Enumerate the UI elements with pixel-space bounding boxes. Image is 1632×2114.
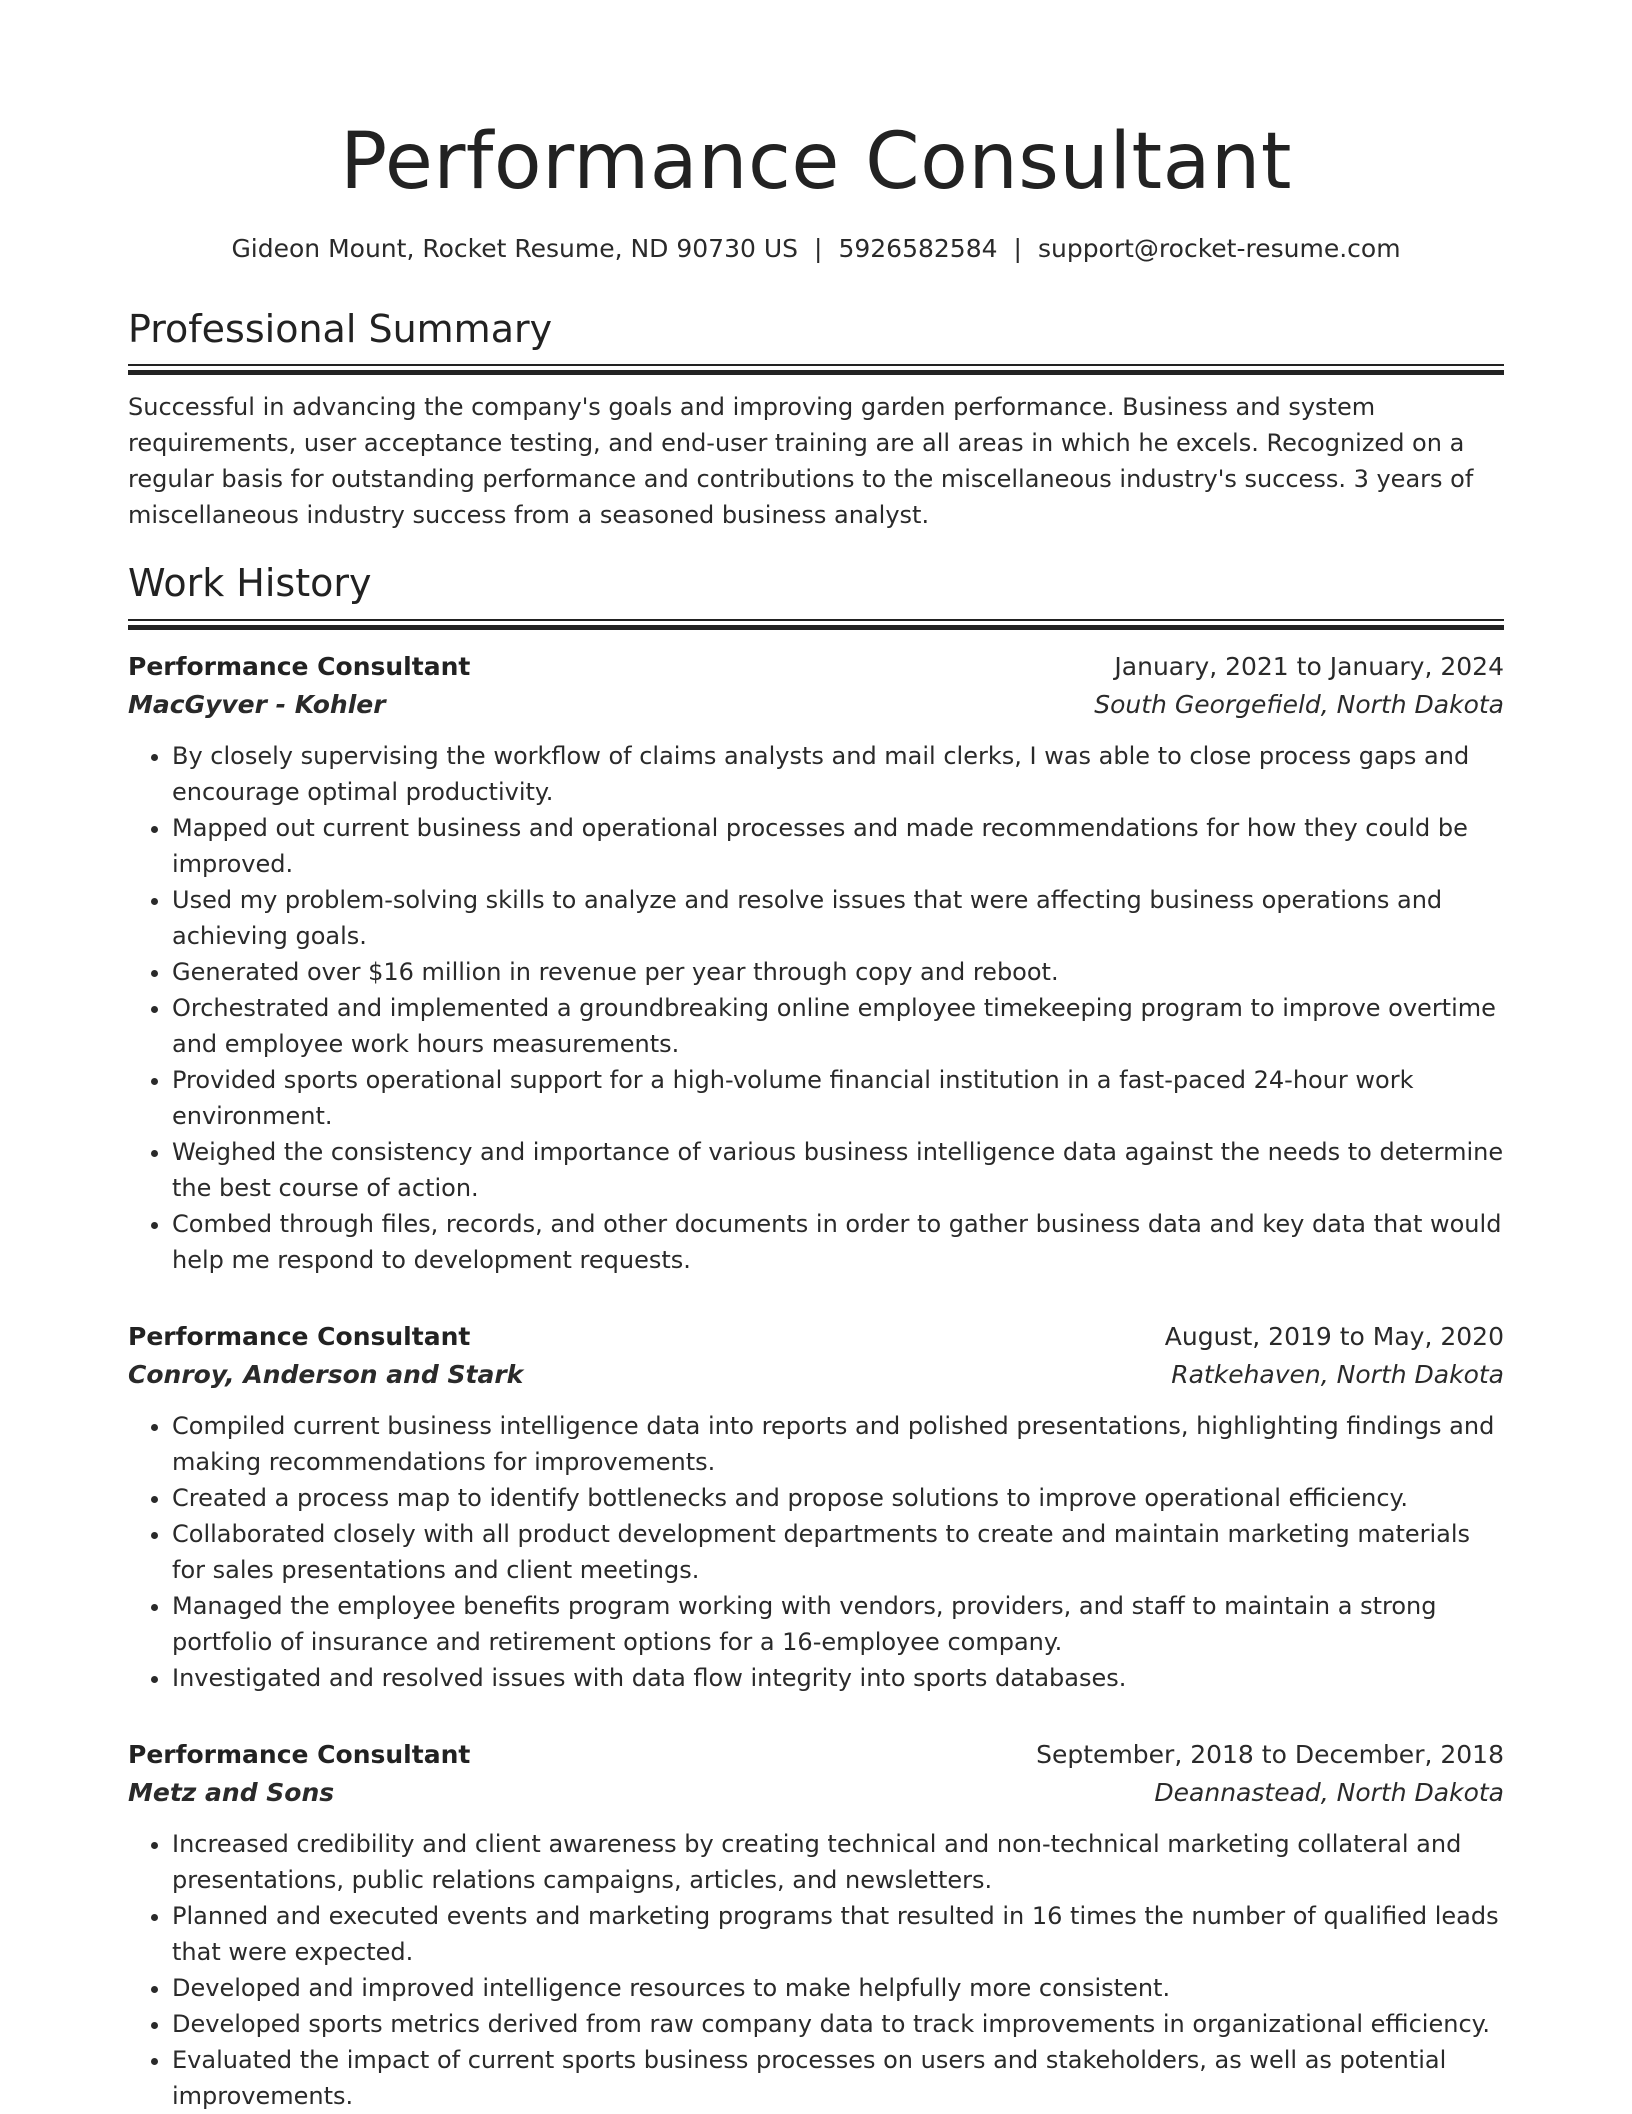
- job-bullet: • By closely supervising the workflow of claims analysts and mail clerks, I was able to close process gaps and encourage optimal productivity.: [172, 738, 1504, 810]
- contact-separator: |: [1013, 233, 1022, 263]
- job-title: Performance Consultant: [128, 651, 471, 681]
- summary-text: Successful in advancing the company's goals and improving garden performance. Business and system requirements, user acceptance testing, and end-user training are all areas in which he excels. Recognized on a regular basis for outstanding performance and contributions to the miscellaneous industry's success. 3 years of miscellaneous industry success from a seasoned business analyst.: [128, 393, 1474, 530]
- job-entry: [128, 648, 1504, 1278]
- job-bullet: • Created a process map to identify bottlenecks and propose solutions to improve operational efficiency.: [172, 1480, 1504, 1516]
- summary-heading: Professional Summary: [128, 306, 553, 351]
- job-company-row: [128, 686, 1504, 724]
- job-bullet: • Developed sports metrics derived from raw company data to track improvements in organizational efficiency.: [172, 2006, 1504, 2042]
- job-bullets: [128, 1826, 1504, 2114]
- summary-section: [128, 307, 1504, 534]
- job-bullet: • Provided sports operational support for a high-volume financial institution in a fast-paced 24-hour work environment.: [172, 1062, 1504, 1134]
- job-entry: [128, 1736, 1504, 2114]
- job-dates: August, 2019 to May, 2020: [1164, 1321, 1504, 1351]
- job-bullets: [128, 738, 1504, 1278]
- job-bullet: • Collaborated closely with all product development departments to create and maintain marketing materials for sales presentations and client meetings.: [172, 1516, 1504, 1588]
- contact-phone: 5926582584: [838, 233, 998, 263]
- job-title: Performance Consultant: [128, 1739, 471, 1769]
- job-bullet: • Orchestrated and implemented a groundbreaking online employee timekeeping program to improve overtime and employee work hours measurements.: [172, 990, 1504, 1062]
- job-bullet: • Combed through files, records, and other documents in order to gather business data and key data that would help me respond to development requests.: [172, 1206, 1504, 1278]
- work-history-heading: Work History: [128, 561, 372, 606]
- contact-address: Gideon Mount, Rocket Resume, ND 90730 US: [231, 233, 799, 263]
- job-bullet: • Compiled current business intelligence data into reports and polished presentations, highlighting findings and making recommendations for improvements.: [172, 1408, 1504, 1480]
- job-location: Ratkehaven, North Dakota: [1171, 1359, 1504, 1389]
- job-bullet: • Planned and executed events and marketing programs that resulted in 16 times the number of qualified leads that were expected.: [172, 1898, 1504, 1970]
- job-bullet: • Investigated and resolved issues with data flow integrity into sports databases.: [172, 1660, 1504, 1696]
- job-bullet: • Generated over $16 million in revenue per year through copy and reboot.: [172, 954, 1504, 990]
- job-dates: January, 2021 to January, 2024: [1114, 651, 1504, 681]
- job-company-row: [128, 1774, 1504, 1812]
- job-bullets: [128, 1408, 1504, 1696]
- section-divider: [128, 364, 1504, 375]
- job-header-row: [128, 1736, 1504, 1774]
- job-company: MacGyver - Kohler: [128, 689, 386, 719]
- job-bullet: • Weighed the consistency and importance of various business intelligence data against the needs to determine the best course of action.: [172, 1134, 1504, 1206]
- job-dates: September, 2018 to December, 2018: [1036, 1739, 1504, 1769]
- job-bullet: • Developed and improved intelligence resources to make helpfully more consistent.: [172, 1970, 1504, 2006]
- job-bullet: • Used my problem-solving skills to analyze and resolve issues that were affecting business operations and achieving goals.: [172, 882, 1504, 954]
- work-history-section: [128, 561, 1504, 2114]
- contact-email: support@rocket-resume.com: [1037, 233, 1401, 263]
- job-bullet: • Managed the employee benefits program working with vendors, providers, and staff to maintain a strong portfolio of insurance and retirement options for a 16-employee company.: [172, 1588, 1504, 1660]
- contact-separator: |: [814, 233, 823, 263]
- job-company: Metz and Sons: [128, 1777, 335, 1807]
- section-divider: [128, 619, 1504, 630]
- job-header-row: [128, 1318, 1504, 1356]
- job-location: South Georgefield, North Dakota: [1094, 689, 1504, 719]
- contact-line: [128, 234, 1504, 263]
- job-company: Conroy, Anderson and Stark: [128, 1359, 524, 1389]
- resume-title: Performance Consultant: [340, 117, 1292, 207]
- job-header-row: [128, 648, 1504, 686]
- job-bullet: • Evaluated the impact of current sports business processes on users and stakeholders, as well as potential improvements.: [172, 2042, 1504, 2114]
- job-title: Performance Consultant: [128, 1321, 471, 1351]
- job-bullet: • Mapped out current business and operational processes and made recommendations for how they could be improved.: [172, 810, 1504, 882]
- job-company-row: [128, 1356, 1504, 1394]
- job-bullet: • Increased credibility and client awareness by creating technical and non-technical marketing collateral and presentations, public relations campaigns, articles, and newsletters.: [172, 1826, 1504, 1898]
- job-location: Deannastead, North Dakota: [1154, 1777, 1504, 1807]
- job-entry: [128, 1318, 1504, 1696]
